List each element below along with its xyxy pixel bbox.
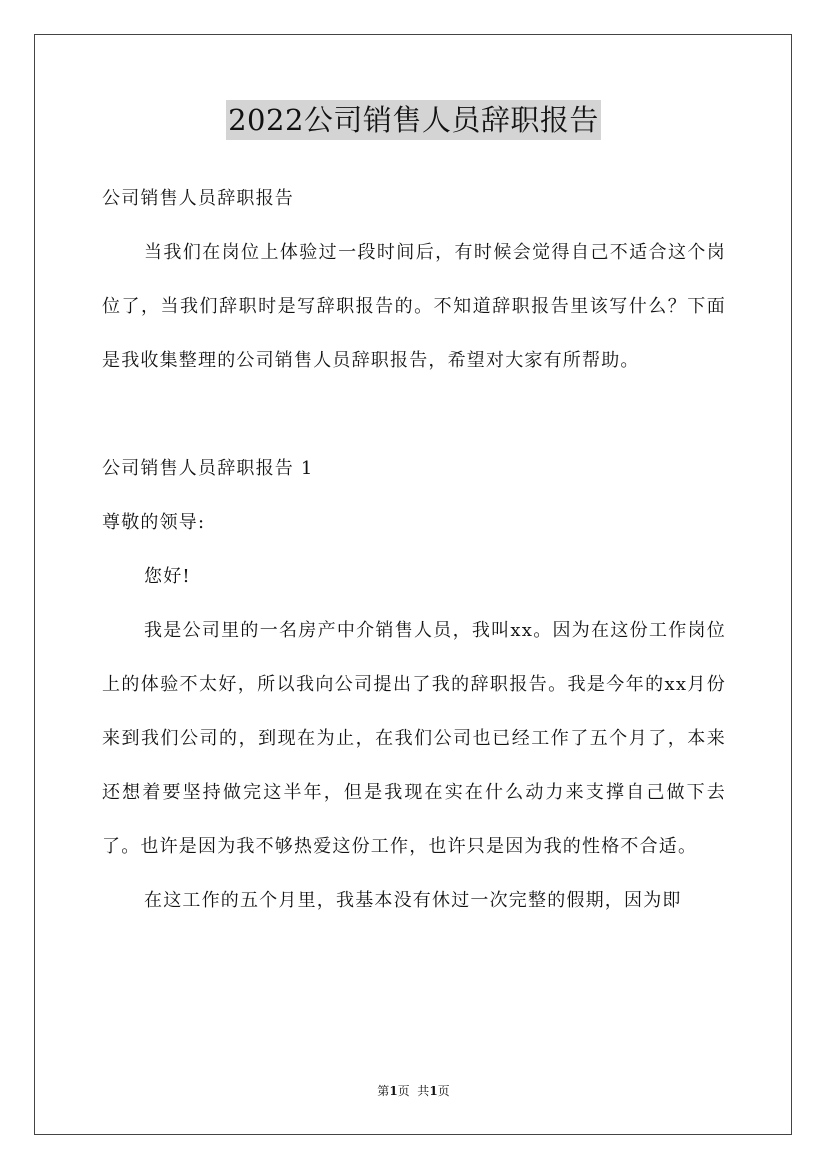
footer-mid: 页 共	[397, 1084, 430, 1098]
footer-prefix: 第	[377, 1084, 390, 1098]
paragraph-intro: 当我们在岗位上体验过一段时间后，有时候会觉得自己不适合这个岗位了，当我们辞职时是写辞职报告的。不知道辞职报告里该写什么？下面是我收集整理的公司销售人员辞职报告，希望对大家有所帮助。	[102, 242, 726, 371]
paragraph-body-2: 在这工作的五个月里，我基本没有休过一次完整的假期，因为即	[144, 890, 682, 911]
document-title	[0, 100, 827, 144]
paragraph-section-heading: 公司销售人员辞职报告 1	[102, 458, 314, 479]
footer-suffix: 页	[437, 1084, 450, 1098]
document-body	[102, 172, 726, 928]
page-number-footer	[0, 1083, 827, 1099]
paragraph-body-1: 我是公司里的一名房产中介销售人员，我叫xx。因为在这份工作岗位上的体验不太好，所以我向公司提出了我的辞职报告。我是今年的xx月份来到我们公司的，到现在为止，在我们公司也已经工作了五个月了，本来还想着要坚持做完这半年，但是我现在实在什么动力来支撑自己做下去了。也许是因为我不够热爱这份工作，也许只是因为我的性格不合适。	[102, 620, 726, 857]
footer-total-pages: 1	[429, 1084, 438, 1098]
blank-line	[102, 388, 726, 442]
footer-current-page: 1	[389, 1084, 398, 1098]
document-title-text: 2022公司销售人员辞职报告	[226, 100, 601, 140]
paragraph-heading: 公司销售人员辞职报告	[102, 188, 294, 209]
paragraph-salutation: 尊敬的领导:	[102, 512, 206, 533]
paragraph-greeting: 您好!	[144, 566, 191, 587]
